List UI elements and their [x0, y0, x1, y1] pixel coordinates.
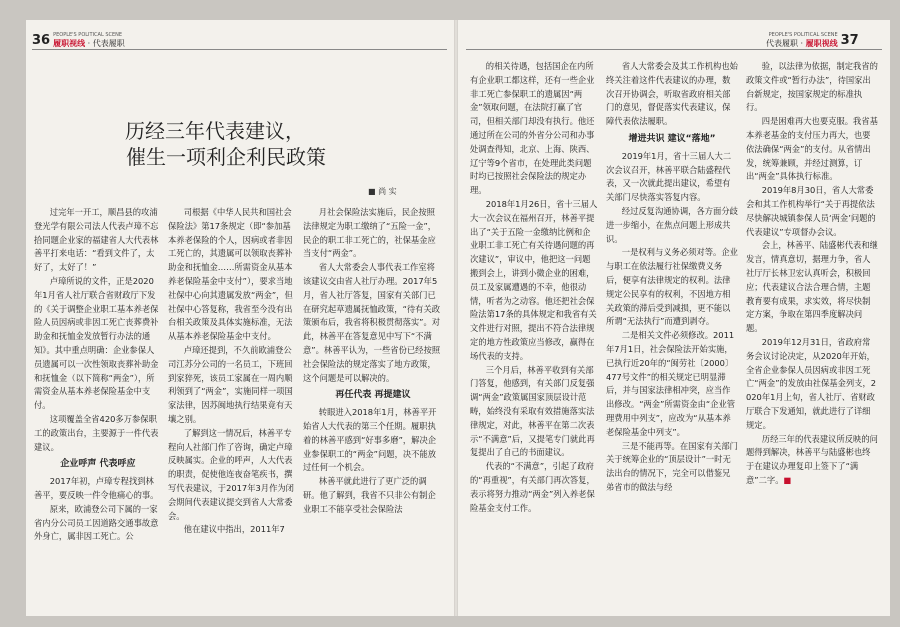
paragraph: 月社会保险法实施后，民企按照法律规定为职工缴纳了“五险一金”，民企的职工非工死亡的，社保基金应当支付“两金”。 [303, 207, 437, 259]
paragraph: 卢璋还提到，不久前欧浦登公司江苏分公司的一名员工，下班回到家猝死，该员工家属在一周内顺利领到了“两金”，实施同样一项国家法律，因苏闽地执行结果竟有天壤之别。 [168, 344, 293, 424]
paragraph: 2019年8月30日，省人大常委会和其工作机构举行“关于再提依法尽快解决城镇参保人员‘两金’问题的代表建议”专项督办会议。 [746, 185, 876, 237]
subheading-3: 增进共识 建议“落地” [628, 133, 716, 144]
paragraph: 四是困难再大也要克服。我省基本养老基金的支付压力再大，也要依法确保“两金”的支付。从省情出发，统筹兼顾，并经过测算，订出“两金”具体执行标准。 [746, 116, 878, 182]
paragraph: 一是权利与义务必须对等。企业与职工在依法履行社保缴费义务后，便享有法律规定的权利。法律规定公民享有的权利，不因地方相关政策的滞后受到减损，更不能以所谓“无法执行”而遭到剥夺。 [606, 247, 738, 327]
paragraph: 会上，林善平、陆盛彬代表和继发言，情真意切，据理力争，省人社厅厅长林卫宏认真听会，积极回应；代表建议合法合理合情，主题教育要有成果，求实效，将尽快制定方案，争取在第四季度解决问题。 [746, 240, 878, 334]
paragraph: 三是不能再等。在国家有关部门关于统筹企业的“顶层设计”一时无法出台的情况下，完全可以借鉴兄弟省市的做法与经 [606, 440, 738, 492]
paragraph: 经过反复沟通协调，各方面分歧进一步缩小，在焦点问题上形成共识。 [606, 205, 738, 244]
right-section: 履职视线 [805, 38, 838, 48]
right-header-rule [466, 49, 882, 50]
left-section: 履职视线 [53, 38, 86, 48]
paragraph: 司根据《中华人民共和国社会保险法》第17条规定（即“参加基本养老保险的个人，因病或者非因工死亡的，其遗属可以领取丧葬补助金和抚恤金……所需资金从基本养老保险基金中支付”），要求当地社保中心向其遗属发放“两金”，但社保中心答复称，我省至今没有出台相关政策及具体实施标准，无法从基本养老保险基金中支付。 [168, 207, 293, 342]
paragraph: 了解到这一情况后，林善平专程向人社部门作了咨询，确定卢璋反映属实。企业的呼声，人大代表的职责，促使他连夜奋笔疾书，撰写代表建议，于2017年3月作为闭会期间代表建议提交到省人大常委会。 [168, 427, 294, 521]
paragraph: 这项覆盖全省420多万参保职工的政策出台，主要源于一件代表建议。 [34, 413, 159, 452]
right-subsection: 代表履职 [766, 38, 798, 48]
paragraph: 卢璋所说的文件，正是2020年1月省人社厅联合省财政厅下发的《关于调整企业职工基本养老保险人员因病或非因工死亡丧葬费补助金和抚恤金发放暂行办法的通知》。其中重点明确：企业参保人员遗属可以一次性领取丧葬补助金和抚恤金（以下简称“两金”），所需资金从基本养老保险基金中支付。 [34, 275, 159, 411]
right-column-1 [470, 60, 598, 610]
subheading-1: 企业呼声 代表呼应 [60, 459, 136, 470]
left-page-header: 36 PEOPLE'S POLITICAL SCENE 履职视线 · 代表履职 [32, 31, 125, 48]
paragraph: 2018年1月26日，省十三届人大一次会议在福州召开，林善平提出了“关于五险一金缴纳比例和企业职工非工死亡有关待遇问题的再次建议”，审议中，他把这一问题搬到会上，讲到小微企业的困难，员工及家属遭遇的不幸，他很动情，听者为之动容。他还把社会保险法第17条的具体规定和我省有关文件进行对照，提出不符合法律规定的地方性政策应当修改，赢得在场代表的支持。 [470, 198, 598, 361]
left-column-3 [303, 206, 443, 610]
paragraph: 省人大常委会及其工作机构也始终关注着这件代表建议的办理，数次召开协调会，听取省政府相关部门的意见，督促落实代表建议，保障代表依法履职。 [606, 61, 738, 127]
paragraph: 代表的“不满意”，引起了政府的“再重视”，有关部门再次答复，表示将努力推动“两金”列入养老保险基金支付工作。 [470, 461, 595, 513]
byline: ■ 尚 实 [368, 187, 397, 196]
paragraph: 转眼进入2018年1月，林善平开始省人大代表的第三个任期。履职执着的林善平感到“好事多磨”，解决企业参保职工的“两金”问题，决不能放过任何一个机会。 [303, 407, 437, 473]
paragraph [746, 433, 878, 488]
right-column-2 [606, 60, 738, 610]
paragraph: 验，以法律为依据，制定我省的政策文件或“暂行办法”，待国家出台新规定，按国家规定的标准执行。 [746, 61, 878, 113]
left-page-number: 36 [32, 32, 51, 48]
paragraph: 2017年初，卢璋专程找到林善平，要反映一件令他痛心的事。 [34, 476, 159, 500]
final-paragraph: 历经三年的代表建议所反映的问题得到解决，林善平与陆盛彬也终于在建议办理复印上签下了“满意”二字。 [746, 433, 878, 485]
right-page-header: PEOPLE'S POLITICAL SCENE 代表履职 · 履职视线 37 [766, 31, 859, 48]
title-line-2: 催生一项利企利民政策 [126, 145, 326, 169]
paragraph: 原来，欧浦登公司下属的一家省内分公司员工因道路交通事故意外身亡，属非因工死亡。公 [34, 503, 159, 542]
paragraph: 2019年12月31日，省政府常务会议讨论决定，从2020年开始，全省企业参保人员因病或非因工死亡“两金”的发放由社保基金列支，2020年1月上旬，省人社厅、省财政厅联合下发通知，就此进行了详细规定。 [746, 336, 877, 430]
right-column-3 [746, 60, 878, 610]
paragraph: 他在建议中指出，2011年7 [183, 524, 285, 535]
left-subsection: 代表履职 [92, 38, 125, 48]
right-page-number: 37 [840, 32, 859, 48]
left-pub-name: PEOPLE'S POLITICAL SCENE [53, 31, 123, 38]
paragraph: 的相关待遇，包括国企在内所有企业职工都这样，还有一些企业非工死亡参保职工的遗属因“两金”领取问题，在法院打赢了官司，但相关部门却没有执行。他还通过所在公司的外省分公司和办事处调查得知，北京、上海、陕西、辽宁等9个省市，在处理此类问题时均已按照社会保险法的规定办理。 [470, 61, 595, 196]
left-header-rule [32, 49, 447, 50]
paragraph: 过完年一开工，顺昌县的攻浦登光学有限公司法人代表卢璋不忘拾同题企业家的福建省人大代表林善平打来电话：“看到文件了，太好了，太好了！” [34, 207, 159, 273]
end-mark: ■ [783, 474, 792, 485]
article-title [100, 118, 330, 170]
paragraph: 林善平就此进行了更广泛的调研。他了解到，我省不只非公有制企业职工不能享受社会保险法 [303, 476, 436, 514]
title-line-1: 历经三年代表建议， [125, 119, 305, 143]
right-pub-name: PEOPLE'S POLITICAL SCENE [768, 31, 838, 38]
paragraph: 省人大常委会人事代表工作室将该建议交由省人社厅办理。2017年5月，省人社厅答复，国家有关部门已在研究起草遗属抚恤政策，“待有关政策颁布后，我省将积极贯彻落实”。对此，林善平在答复意见中写下“不满意”。林善平认为，一些省份已经按照社会保险法的规定落实了地方政策，这个问题是可以解决的。 [303, 262, 441, 383]
paragraph: 三个月后，林善平收到有关部门答复，他感到，有关部门反复强调“两金”政策属国家顶层设计范畴，始终没有采取有效措施落实法律规定，对此，林善平在第二次表示“不满意”后，又提笔专门就此再复提出了自己的书面建议。 [470, 364, 595, 458]
left-column-1 [34, 206, 162, 610]
paragraph: 二是相关文件必须修改。2011年7月1日，社会保险法开始实施，已执行近20年的“闽劳社〔2000〕477号文件”的相关规定已明显滞后，并与国家法律相冲突，应当作出修改。“两金”所需资金由“企业管理费用中列支”，应改为“从基本养老保险基金中列支”。 [606, 330, 736, 437]
paragraph: 2019年1月，省十三届人大二次会议召开，林善平联合陆盛程代表，又一次就此提出建议，希望有关部门尽快落实答复内容。 [606, 150, 732, 203]
subheading-2: 再任代表 再提建议 [335, 390, 411, 401]
left-column-2 [168, 206, 296, 610]
